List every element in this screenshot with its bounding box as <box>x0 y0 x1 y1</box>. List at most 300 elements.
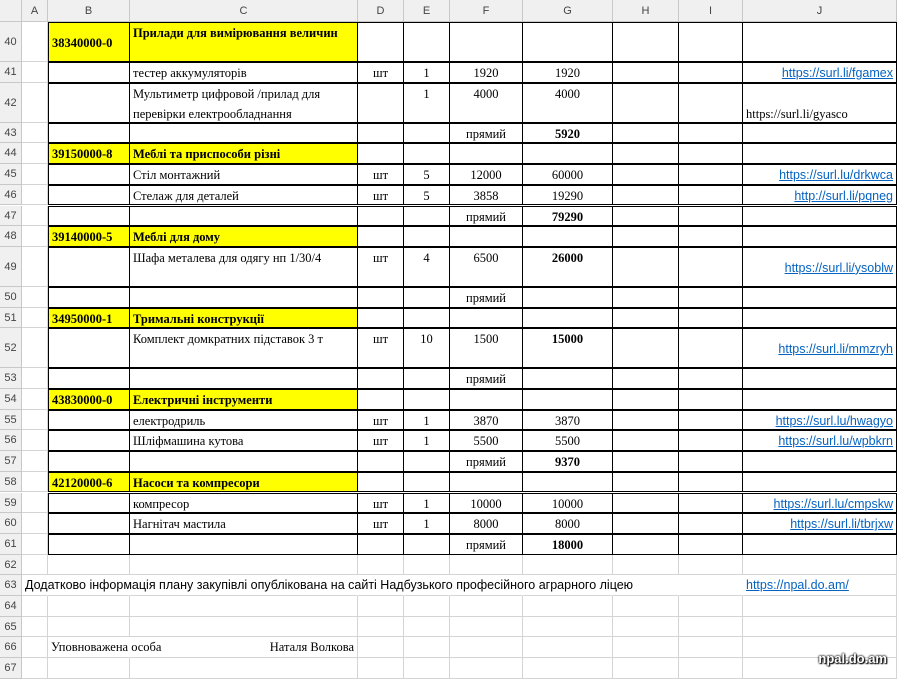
cell-a56[interactable] <box>22 430 48 451</box>
cell-g55[interactable] <box>523 410 613 431</box>
cell-a50[interactable] <box>22 287 48 308</box>
cell-c52[interactable] <box>130 328 358 368</box>
cell-h49[interactable] <box>613 247 679 287</box>
cell-b50[interactable] <box>48 287 130 308</box>
cell-i66[interactable] <box>679 637 743 658</box>
cell-f45[interactable] <box>450 164 523 185</box>
cell-h62[interactable] <box>613 555 679 576</box>
cell-g59[interactable] <box>523 493 613 514</box>
cell-a54[interactable] <box>22 389 48 410</box>
cell-f64[interactable] <box>450 596 523 617</box>
cell-i44[interactable] <box>679 143 743 164</box>
cell-f65[interactable] <box>450 617 523 638</box>
cell-e61[interactable] <box>404 534 450 555</box>
cell-g52[interactable] <box>523 328 613 368</box>
cell-g64[interactable] <box>523 596 613 617</box>
cell-j65[interactable] <box>743 617 897 638</box>
cell-b45[interactable] <box>48 164 130 185</box>
cell-a42[interactable] <box>22 83 48 123</box>
cell-d53[interactable] <box>358 368 404 389</box>
cell-a45[interactable] <box>22 164 48 185</box>
cell-g41[interactable] <box>523 62 613 83</box>
cell-f51[interactable] <box>450 308 523 329</box>
cell-b55[interactable] <box>48 410 130 431</box>
cell-c43[interactable] <box>130 123 358 144</box>
cell-g66[interactable] <box>523 637 613 658</box>
cell-j41[interactable] <box>743 62 897 83</box>
cell-b52[interactable] <box>48 328 130 368</box>
hyperlink[interactable]: https://surl.lu/hwagyo <box>775 413 893 428</box>
cell-d55[interactable] <box>358 410 404 431</box>
cell-h55[interactable] <box>613 410 679 431</box>
row-header-48[interactable]: 48 <box>0 226 22 247</box>
cell-d48[interactable] <box>358 226 404 247</box>
cell-f66[interactable] <box>450 637 523 658</box>
cell-b49[interactable] <box>48 247 130 287</box>
row-header-42[interactable]: 42 <box>0 83 22 123</box>
cell-g62[interactable] <box>523 555 613 576</box>
cell-d64[interactable] <box>358 596 404 617</box>
cell-h60[interactable] <box>613 513 679 534</box>
cell-g46[interactable] <box>523 185 613 206</box>
cell-a59[interactable] <box>22 493 48 514</box>
cell-e43[interactable] <box>404 123 450 144</box>
cell-j43[interactable] <box>743 123 897 144</box>
cell-i55[interactable] <box>679 410 743 431</box>
cell-g65[interactable] <box>523 617 613 638</box>
cell-j54[interactable] <box>743 389 897 410</box>
cell-f53[interactable] <box>450 368 523 389</box>
cell-h66[interactable] <box>613 637 679 658</box>
cell-e53[interactable] <box>404 368 450 389</box>
cell-b47[interactable] <box>48 206 130 227</box>
hyperlink[interactable]: https://surl.li/tbrjxw <box>790 517 893 532</box>
cell-b44[interactable] <box>48 143 130 164</box>
cell-d62[interactable] <box>358 555 404 576</box>
cell-j52[interactable] <box>743 328 897 368</box>
cell-g42[interactable] <box>523 83 613 123</box>
row-header-40[interactable]: 40 <box>0 22 22 62</box>
cell-a66[interactable] <box>22 637 48 658</box>
cell-h43[interactable] <box>613 123 679 144</box>
cell-i51[interactable] <box>679 308 743 329</box>
cell-c42[interactable] <box>130 83 358 123</box>
cell-b42[interactable] <box>48 83 130 123</box>
cell-a47[interactable] <box>22 206 48 227</box>
column-header-g[interactable]: G <box>523 0 613 22</box>
cell-c55[interactable] <box>130 410 358 431</box>
cell-a61[interactable] <box>22 534 48 555</box>
cell-f52[interactable] <box>450 328 523 368</box>
cell-c64[interactable] <box>130 596 358 617</box>
hyperlink[interactable]: https://surl.lu/drkwca <box>779 168 893 183</box>
cell-j60[interactable] <box>743 513 897 534</box>
cell-f50[interactable] <box>450 287 523 308</box>
cell-j47[interactable] <box>743 206 897 227</box>
cell-g54[interactable] <box>523 389 613 410</box>
row-header-53[interactable]: 53 <box>0 368 22 389</box>
cell-e41[interactable] <box>404 62 450 83</box>
cell-h52[interactable] <box>613 328 679 368</box>
row-header-58[interactable]: 58 <box>0 472 22 493</box>
cell-f54[interactable] <box>450 389 523 410</box>
cell-j59[interactable] <box>743 493 897 514</box>
cell-b56[interactable] <box>48 430 130 451</box>
cell-a43[interactable] <box>22 123 48 144</box>
cell-e64[interactable] <box>404 596 450 617</box>
hyperlink[interactable]: https://surl.li/ysoblw <box>784 260 893 275</box>
column-header-j[interactable]: J <box>743 0 897 22</box>
cell-a49[interactable] <box>22 247 48 287</box>
cell-c41[interactable] <box>130 62 358 83</box>
cell-b54[interactable] <box>48 389 130 410</box>
row-header-57[interactable]: 57 <box>0 451 22 472</box>
cell-j45[interactable] <box>743 164 897 185</box>
cell-d54[interactable] <box>358 389 404 410</box>
cell-f62[interactable] <box>450 555 523 576</box>
row-header-56[interactable]: 56 <box>0 430 22 451</box>
cell-j58[interactable] <box>743 472 897 493</box>
cell-h53[interactable] <box>613 368 679 389</box>
cell-j55[interactable] <box>743 410 897 431</box>
cell-d51[interactable] <box>358 308 404 329</box>
cell-f56[interactable] <box>450 430 523 451</box>
hyperlink[interactable]: https://surl.lu/cmpskw <box>773 496 893 511</box>
column-header-c[interactable]: C <box>130 0 358 22</box>
cell-i56[interactable] <box>679 430 743 451</box>
cell-e56[interactable] <box>404 430 450 451</box>
hyperlink[interactable]: https://surl.lu/wpbkrn <box>778 434 893 449</box>
cell-f55[interactable] <box>450 410 523 431</box>
cell-f61[interactable] <box>450 534 523 555</box>
cell-f58[interactable] <box>450 472 523 493</box>
cell-g43[interactable] <box>523 123 613 144</box>
row-header-45[interactable]: 45 <box>0 164 22 185</box>
cell-g53[interactable] <box>523 368 613 389</box>
cell-e60[interactable] <box>404 513 450 534</box>
cell-i63[interactable] <box>679 575 743 596</box>
cell-d58[interactable] <box>358 472 404 493</box>
cell-j56[interactable] <box>743 430 897 451</box>
cell-a63[interactable] <box>22 575 634 596</box>
cell-f59[interactable] <box>450 493 523 514</box>
cell-c65[interactable] <box>130 617 358 638</box>
cell-i58[interactable] <box>679 472 743 493</box>
cell-h45[interactable] <box>613 164 679 185</box>
cell-d45[interactable] <box>358 164 404 185</box>
cell-f57[interactable] <box>450 451 523 472</box>
cell-f44[interactable] <box>450 143 523 164</box>
cell-e46[interactable] <box>404 185 450 206</box>
cell-a44[interactable] <box>22 143 48 164</box>
cell-f49[interactable] <box>450 247 523 287</box>
cell-f47[interactable] <box>450 206 523 227</box>
hyperlink[interactable]: https://surl.li/mmzryh <box>778 342 893 357</box>
cell-j42[interactable] <box>743 83 897 123</box>
cell-a40[interactable] <box>22 22 48 62</box>
cell-b65[interactable] <box>48 617 130 638</box>
cell-a51[interactable] <box>22 308 48 329</box>
cell-g50[interactable] <box>523 287 613 308</box>
cell-h48[interactable] <box>613 226 679 247</box>
cell-h56[interactable] <box>613 430 679 451</box>
cell-d44[interactable] <box>358 143 404 164</box>
cell-i46[interactable] <box>679 185 743 206</box>
cell-e44[interactable] <box>404 143 450 164</box>
cell-c58[interactable] <box>130 472 358 493</box>
cell-c46[interactable] <box>130 185 358 206</box>
cell-b66[interactable] <box>48 637 162 658</box>
row-header-50[interactable]: 50 <box>0 287 22 308</box>
row-header-66[interactable]: 66 <box>0 637 22 658</box>
cell-e49[interactable] <box>404 247 450 287</box>
row-header-46[interactable]: 46 <box>0 185 22 206</box>
cell-g47[interactable] <box>523 206 613 227</box>
cell-g49[interactable] <box>523 247 613 287</box>
row-header-41[interactable]: 41 <box>0 62 22 83</box>
cell-h54[interactable] <box>613 389 679 410</box>
cell-i47[interactable] <box>679 206 743 227</box>
cell-c51[interactable] <box>130 308 358 329</box>
cell-i45[interactable] <box>679 164 743 185</box>
hyperlink[interactable]: https://surl.li/fgamex <box>781 66 893 80</box>
cell-c47[interactable] <box>130 206 358 227</box>
cell-e42[interactable] <box>404 83 450 123</box>
cell-a48[interactable] <box>22 226 48 247</box>
cell-e62[interactable] <box>404 555 450 576</box>
cell-c54[interactable] <box>130 389 358 410</box>
cell-i52[interactable] <box>679 328 743 368</box>
row-header-62[interactable]: 62 <box>0 555 22 576</box>
cell-b58[interactable] <box>48 472 130 493</box>
cell-a53[interactable] <box>22 368 48 389</box>
cell-e52[interactable] <box>404 328 450 368</box>
row-header-51[interactable]: 51 <box>0 308 22 329</box>
row-header-65[interactable]: 65 <box>0 617 22 638</box>
row-header-54[interactable]: 54 <box>0 389 22 410</box>
cell-j49[interactable] <box>743 247 897 287</box>
cell-h44[interactable] <box>613 143 679 164</box>
cell-i54[interactable] <box>679 389 743 410</box>
cell-c62[interactable] <box>130 555 358 576</box>
cell-h61[interactable] <box>613 534 679 555</box>
cell-j61[interactable] <box>743 534 897 555</box>
cell-c60[interactable] <box>130 513 358 534</box>
cell-a65[interactable] <box>22 617 48 638</box>
cell-i64[interactable] <box>679 596 743 617</box>
cell-b53[interactable] <box>48 368 130 389</box>
cell-d47[interactable] <box>358 206 404 227</box>
cell-c57[interactable] <box>130 451 358 472</box>
cell-c61[interactable] <box>130 534 358 555</box>
cell-b46[interactable] <box>48 185 130 206</box>
cell-h42[interactable] <box>613 83 679 123</box>
select-all-corner[interactable] <box>0 0 22 22</box>
cell-i40[interactable] <box>679 22 743 62</box>
cell-h59[interactable] <box>613 493 679 514</box>
cell-f48[interactable] <box>450 226 523 247</box>
column-header-d[interactable]: D <box>358 0 404 22</box>
cell-b41[interactable] <box>48 62 130 83</box>
row-header-55[interactable]: 55 <box>0 410 22 431</box>
row-header-52[interactable]: 52 <box>0 328 22 368</box>
cell-b48[interactable] <box>48 226 130 247</box>
cell-g57[interactable] <box>523 451 613 472</box>
cell-b43[interactable] <box>48 123 130 144</box>
cell-g45[interactable] <box>523 164 613 185</box>
cell-e50[interactable] <box>404 287 450 308</box>
cell-d59[interactable] <box>358 493 404 514</box>
cell-h57[interactable] <box>613 451 679 472</box>
row-header-47[interactable]: 47 <box>0 206 22 227</box>
cell-e58[interactable] <box>404 472 450 493</box>
column-header-b[interactable]: B <box>48 0 130 22</box>
cell-d56[interactable] <box>358 430 404 451</box>
cell-j46[interactable] <box>743 185 897 206</box>
cell-i57[interactable] <box>679 451 743 472</box>
column-header-i[interactable]: I <box>679 0 743 22</box>
cell-i41[interactable] <box>679 62 743 83</box>
cell-e51[interactable] <box>404 308 450 329</box>
cell-b57[interactable] <box>48 451 130 472</box>
cell-h64[interactable] <box>613 596 679 617</box>
cell-d50[interactable] <box>358 287 404 308</box>
cell-j48[interactable] <box>743 226 897 247</box>
cell-d57[interactable] <box>358 451 404 472</box>
hyperlink[interactable]: https://npal.do.am/ <box>746 578 849 593</box>
cell-j63[interactable] <box>743 575 897 596</box>
cell-d61[interactable] <box>358 534 404 555</box>
cell-c40[interactable] <box>130 22 358 62</box>
cell-g60[interactable] <box>523 513 613 534</box>
cell-a57[interactable] <box>22 451 48 472</box>
cell-c45[interactable] <box>130 164 358 185</box>
cell-h51[interactable] <box>613 308 679 329</box>
cell-f41[interactable] <box>450 62 523 83</box>
cell-i61[interactable] <box>679 534 743 555</box>
cell-i65[interactable] <box>679 617 743 638</box>
cell-b62[interactable] <box>48 555 130 576</box>
cell-j40[interactable] <box>743 22 897 62</box>
column-header-e[interactable]: E <box>404 0 450 22</box>
cell-f42[interactable] <box>450 83 523 123</box>
cell-h40[interactable] <box>613 22 679 62</box>
cell-c49[interactable] <box>130 247 358 287</box>
cell-e55[interactable] <box>404 410 450 431</box>
cell-b64[interactable] <box>48 596 130 617</box>
cell-d42[interactable] <box>358 83 404 123</box>
cell-d43[interactable] <box>358 123 404 144</box>
cell-d41[interactable] <box>358 62 404 83</box>
cell-g56[interactable] <box>523 430 613 451</box>
cell-g61[interactable] <box>523 534 613 555</box>
cell-j44[interactable] <box>743 143 897 164</box>
cell-c53[interactable] <box>130 368 358 389</box>
cell-e65[interactable] <box>404 617 450 638</box>
cell-a64[interactable] <box>22 596 48 617</box>
cell-a41[interactable] <box>22 62 48 83</box>
cell-j64[interactable] <box>743 596 897 617</box>
cell-b60[interactable] <box>48 513 130 534</box>
cell-a58[interactable] <box>22 472 48 493</box>
column-header-h[interactable]: H <box>613 0 679 22</box>
cell-d46[interactable] <box>358 185 404 206</box>
row-header-59[interactable]: 59 <box>0 493 22 514</box>
cell-i42[interactable] <box>679 83 743 123</box>
cell-i59[interactable] <box>679 493 743 514</box>
cell-d49[interactable] <box>358 247 404 287</box>
cell-i48[interactable] <box>679 226 743 247</box>
cell-g44[interactable] <box>523 143 613 164</box>
cell-c48[interactable] <box>130 226 358 247</box>
cell-g58[interactable] <box>523 472 613 493</box>
cell-g48[interactable] <box>523 226 613 247</box>
row-header-64[interactable]: 64 <box>0 596 22 617</box>
cell-i62[interactable] <box>679 555 743 576</box>
cell-a62[interactable] <box>22 555 48 576</box>
cell-i60[interactable] <box>679 513 743 534</box>
cell-a60[interactable] <box>22 513 48 534</box>
cell-i50[interactable] <box>679 287 743 308</box>
cell-c66[interactable] <box>130 637 358 658</box>
cell-h46[interactable] <box>613 185 679 206</box>
cell-g51[interactable] <box>523 308 613 329</box>
row-header-43[interactable]: 43 <box>0 123 22 144</box>
cell-d65[interactable] <box>358 617 404 638</box>
row-header-61[interactable]: 61 <box>0 534 22 555</box>
cell-f60[interactable] <box>450 513 523 534</box>
cell-c56[interactable] <box>130 430 358 451</box>
cell-e47[interactable] <box>404 206 450 227</box>
cell-d40[interactable] <box>358 22 404 62</box>
cell-e66[interactable] <box>404 637 450 658</box>
cell-h41[interactable] <box>613 62 679 83</box>
cell-b51[interactable] <box>48 308 130 329</box>
cell-b59[interactable] <box>48 493 130 514</box>
cell-e59[interactable] <box>404 493 450 514</box>
cell-e54[interactable] <box>404 389 450 410</box>
cell-f40[interactable] <box>450 22 523 62</box>
cell-a46[interactable] <box>22 185 48 206</box>
cell-e57[interactable] <box>404 451 450 472</box>
cell-h50[interactable] <box>613 287 679 308</box>
row-header-44[interactable]: 44 <box>0 143 22 164</box>
cell-i43[interactable] <box>679 123 743 144</box>
cell-c59[interactable] <box>130 493 358 514</box>
cell-i53[interactable] <box>679 368 743 389</box>
cell-j57[interactable] <box>743 451 897 472</box>
cell-a52[interactable] <box>22 328 48 368</box>
cell-j62[interactable] <box>743 555 897 576</box>
row-header-49[interactable]: 49 <box>0 247 22 287</box>
cell-e48[interactable] <box>404 226 450 247</box>
cell-e40[interactable] <box>404 22 450 62</box>
cell-d60[interactable] <box>358 513 404 534</box>
cell-b40[interactable] <box>48 22 130 62</box>
cell-d66[interactable] <box>358 637 404 658</box>
cell-j53[interactable] <box>743 368 897 389</box>
column-header-f[interactable]: F <box>450 0 523 22</box>
cell-f43[interactable] <box>450 123 523 144</box>
cell-g40[interactable] <box>523 22 613 62</box>
cell-h65[interactable] <box>613 617 679 638</box>
cell-i49[interactable] <box>679 247 743 287</box>
cell-b61[interactable] <box>48 534 130 555</box>
row-header-60[interactable]: 60 <box>0 513 22 534</box>
cell-j50[interactable] <box>743 287 897 308</box>
cell-e45[interactable] <box>404 164 450 185</box>
cell-f46[interactable] <box>450 185 523 206</box>
